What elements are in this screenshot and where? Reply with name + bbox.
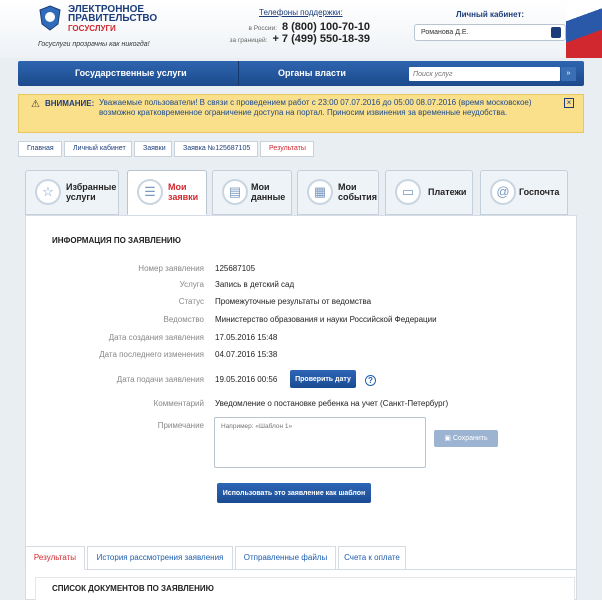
search-button[interactable]: » xyxy=(561,67,576,81)
slogan: Госуслуги прозрачны как никогда! xyxy=(38,41,150,48)
tab-favorites[interactable] xyxy=(25,170,119,215)
logo-line3: ГОСУСЛУГИ xyxy=(68,24,116,33)
field-value: 04.07.2016 15:38 xyxy=(215,350,278,359)
save-button[interactable] xyxy=(434,430,498,447)
tab-history[interactable]: История рассмотрения заявления xyxy=(87,546,233,570)
documents-title: СПИСОК ДОКУМЕНТОВ ПО ЗАЯВЛЕНИЮ xyxy=(52,584,214,593)
tab-payments[interactable] xyxy=(385,170,473,215)
breadcrumb-item[interactable]: Главная xyxy=(18,141,62,157)
phone-abroad xyxy=(230,33,370,45)
breadcrumb-current: Результаты xyxy=(260,141,314,157)
nav-separator xyxy=(238,61,239,86)
tab-results[interactable]: Результаты xyxy=(25,546,85,570)
tab-invoices[interactable]: Счета к оплате xyxy=(338,546,406,570)
warning-icon: ⚠ xyxy=(31,99,40,110)
field-label: Дата создания заявления xyxy=(108,333,204,342)
field-label: Услуга xyxy=(179,280,204,289)
breadcrumb-item[interactable]: Заявка №125687105 xyxy=(174,141,258,157)
save-icon: ▣ xyxy=(444,435,453,442)
calendar-icon: ▦ xyxy=(307,179,333,205)
phone-abroad-number: + 7 (499) 550-18-39 xyxy=(272,33,370,45)
cabinet-user-box[interactable] xyxy=(414,24,566,41)
field-value: Уведомление о постановке ребенка на учет (Санкт-Петербург) xyxy=(215,399,449,408)
field-label: Дата подачи заявления xyxy=(116,375,204,384)
emblem-icon xyxy=(38,4,62,32)
alert-text: Уважаемые пользователи! В связи с проведением работ с 23:00 07.07.2016 до 05:00 08.07.2016 (время московское) возможно кратковременное ограничение доступа на портал. Приносим извинения за временные неудобства. xyxy=(99,98,532,117)
tab-my-events[interactable] xyxy=(297,170,379,215)
phone-russia-number: 8 (800) 100-70-10 xyxy=(281,21,370,33)
tab-label: Госпочта xyxy=(519,187,560,197)
section-title: ИНФОРМАЦИЯ ПО ЗАЯВЛЕНИЮ xyxy=(52,236,181,245)
support-link[interactable]: Телефоны поддержки: xyxy=(259,8,343,17)
cabinet-user-name: Романова Д.Е. xyxy=(421,29,469,36)
close-icon[interactable]: × xyxy=(564,98,574,108)
check-date-button[interactable]: Проверить дату xyxy=(290,370,356,388)
field-value: Министерство образования и науки Российской Федерации xyxy=(215,315,437,324)
cabinet-title: Личный кабинет: xyxy=(456,10,525,19)
tab-label: Избранные услуги xyxy=(66,182,117,202)
tab-label: Мои события xyxy=(338,182,377,202)
field-value: Промежуточные результаты от ведомства xyxy=(215,297,372,306)
field-label: Номер заявления xyxy=(138,264,204,273)
field-value: Запись в детский сад xyxy=(215,280,295,289)
alert-banner xyxy=(18,94,584,133)
logout-icon[interactable] xyxy=(551,27,561,38)
save-label: Сохранить xyxy=(452,435,488,442)
tab-sent-files[interactable]: Отправленные файлы xyxy=(235,546,336,570)
mail-icon: @ xyxy=(490,179,516,205)
breadcrumb-item[interactable]: Личный кабинет xyxy=(64,141,132,157)
phone-abroad-label: за границей: xyxy=(229,37,268,44)
field-value: 17.05.2016 15:48 xyxy=(215,333,278,342)
documents-section xyxy=(35,577,575,600)
help-icon[interactable]: ? xyxy=(365,375,376,386)
flag-decoration xyxy=(566,0,602,58)
field-label: Примечание xyxy=(157,421,204,430)
tab-label: Мои заявки xyxy=(168,182,199,202)
field-value: 125687105 xyxy=(215,264,256,273)
alert-label: ВНИМАНИЕ: xyxy=(45,99,95,108)
tab-gosmail[interactable] xyxy=(480,170,568,215)
field-label: Дата последнего изменения xyxy=(99,350,204,359)
field-label: Статус xyxy=(178,297,204,306)
phone-russia-label: в России: xyxy=(248,25,277,32)
tab-label: Платежи xyxy=(428,187,467,197)
tab-my-applications[interactable] xyxy=(127,170,207,215)
breadcrumb-item[interactable]: Заявки xyxy=(134,141,172,157)
nav-gov-services[interactable]: Государственные услуги xyxy=(75,68,187,78)
list-icon: ☰ xyxy=(137,179,163,205)
logo-line1: ЭЛЕКТРОННОЕ xyxy=(68,4,145,15)
logo-line2: ПРАВИТЕЛЬСТВО xyxy=(68,13,158,24)
nav-authorities[interactable]: Органы власти xyxy=(278,68,346,78)
field-label: Комментарий xyxy=(153,399,204,408)
star-icon: ☆ xyxy=(35,179,61,205)
tab-my-data[interactable] xyxy=(212,170,292,215)
tab-label: Мои данные xyxy=(251,182,286,202)
field-label: Ведомство xyxy=(163,315,204,324)
note-field[interactable] xyxy=(214,417,426,468)
field-value: 19.05.2016 00:56 xyxy=(215,375,278,384)
phone-russia xyxy=(248,21,370,33)
document-icon: ▤ xyxy=(222,179,248,205)
search-input[interactable] xyxy=(409,67,560,81)
wallet-icon: ▭ xyxy=(395,179,421,205)
use-as-template-button[interactable]: Использовать это заявление как шаблон xyxy=(217,483,371,503)
header xyxy=(0,0,602,58)
